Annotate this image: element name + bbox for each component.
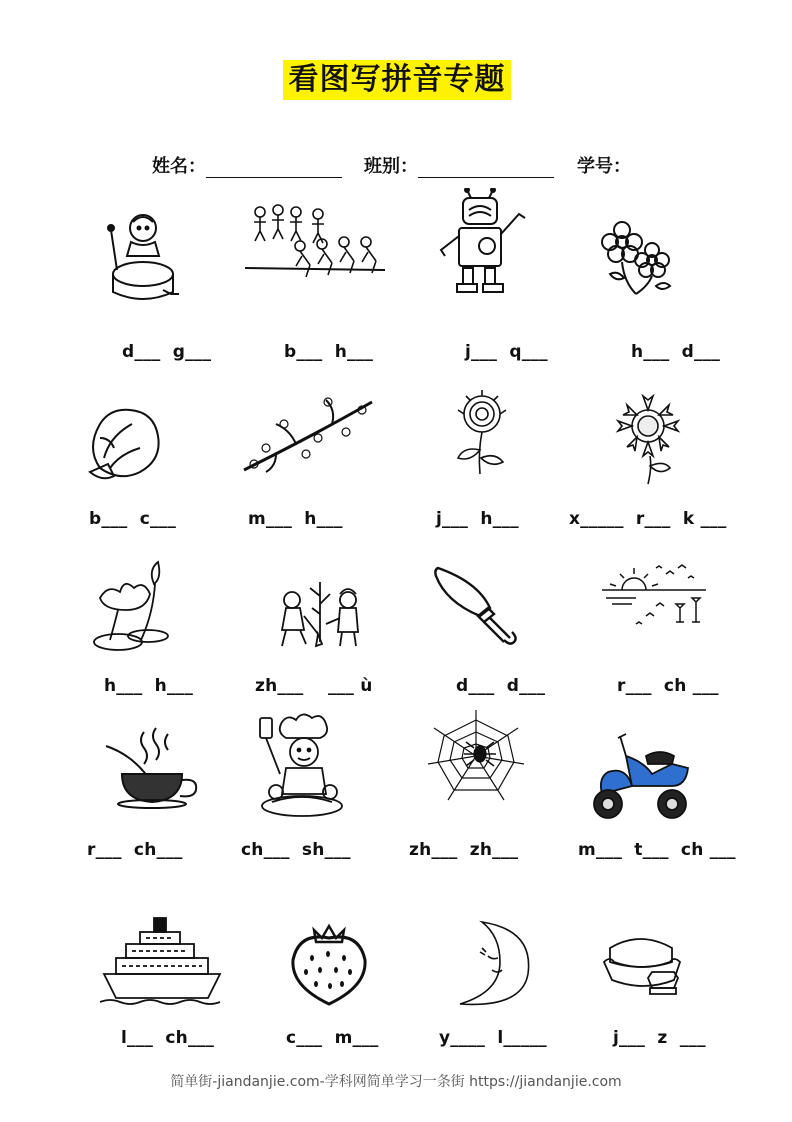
- class-blank[interactable]: [418, 159, 554, 178]
- answer-row3-2[interactable]: zh___ ___ ù: [255, 676, 373, 696]
- answer-row4-2[interactable]: ch___ sh___: [241, 840, 351, 860]
- robot-icon: [425, 188, 535, 298]
- answer-row2-3[interactable]: j___ h___: [436, 509, 519, 529]
- class-field: [364, 152, 554, 178]
- answer-row2-1[interactable]: b___ c___: [89, 509, 177, 529]
- answer-row4-4[interactable]: m___ t___ ch ___: [578, 840, 736, 860]
- class-label: 班别：: [364, 156, 418, 177]
- sunset-icon: [596, 560, 712, 640]
- answer-row1-2[interactable]: b___ h___: [284, 342, 374, 362]
- name-label: 姓名：: [152, 156, 206, 177]
- answer-row4-3[interactable]: zh___ zh___: [409, 840, 519, 860]
- answer-row3-4[interactable]: r___ ch ___: [617, 676, 719, 696]
- name-blank[interactable]: [206, 159, 342, 178]
- answer-row1-1[interactable]: d___ g___: [122, 342, 212, 362]
- answer-row4-1[interactable]: r___ ch___: [87, 840, 183, 860]
- tree-planting-icon: [264, 578, 374, 658]
- strawberry-icon: [288, 916, 370, 1008]
- id-label: 学号：: [577, 156, 631, 177]
- plum-blossom-icon: [236, 388, 376, 488]
- broadsword-icon: [420, 564, 530, 654]
- page-title: 看图写拼音专题: [283, 60, 511, 100]
- answer-row3-1[interactable]: h___ h___: [104, 676, 194, 696]
- answer-row5-4[interactable]: j___ z ___: [613, 1028, 706, 1048]
- gold-ingot-icon: [600, 932, 686, 1002]
- id-field: [577, 152, 631, 178]
- chef-icon: [252, 712, 352, 824]
- spider-web-icon: [426, 708, 526, 804]
- answer-row2-2[interactable]: m___ h___: [248, 509, 343, 529]
- tug-of-war-icon: [240, 198, 390, 308]
- answer-row2-4[interactable]: x_____ r___ k ___: [569, 509, 727, 529]
- footer-watermark: 简单街-jiandanjie.com-学科网简单学习一条街 https://jiandanjie.com: [170, 1074, 622, 1090]
- drum-boy-icon: [95, 200, 205, 310]
- teacup-icon: [104, 726, 204, 810]
- lotus-icon: [88, 554, 178, 654]
- scooter-icon: [588, 728, 692, 828]
- answer-row5-2[interactable]: c___ m___: [286, 1028, 379, 1048]
- name-field: [152, 152, 342, 178]
- answer-row5-1[interactable]: l___ ch___: [121, 1028, 215, 1048]
- answer-row1-4[interactable]: h___ d___: [631, 342, 721, 362]
- moon-icon: [452, 918, 534, 1010]
- ship-icon: [100, 914, 224, 1006]
- chrysanthemum-icon: [440, 388, 520, 478]
- cabbage-icon: [80, 398, 170, 488]
- answer-row5-3[interactable]: y____ l_____: [439, 1028, 547, 1048]
- flowers-icon: [598, 212, 678, 302]
- sunflower-icon: [604, 386, 694, 486]
- answer-row1-3[interactable]: j___ q___: [465, 342, 548, 362]
- answer-row3-3[interactable]: d___ d___: [456, 676, 546, 696]
